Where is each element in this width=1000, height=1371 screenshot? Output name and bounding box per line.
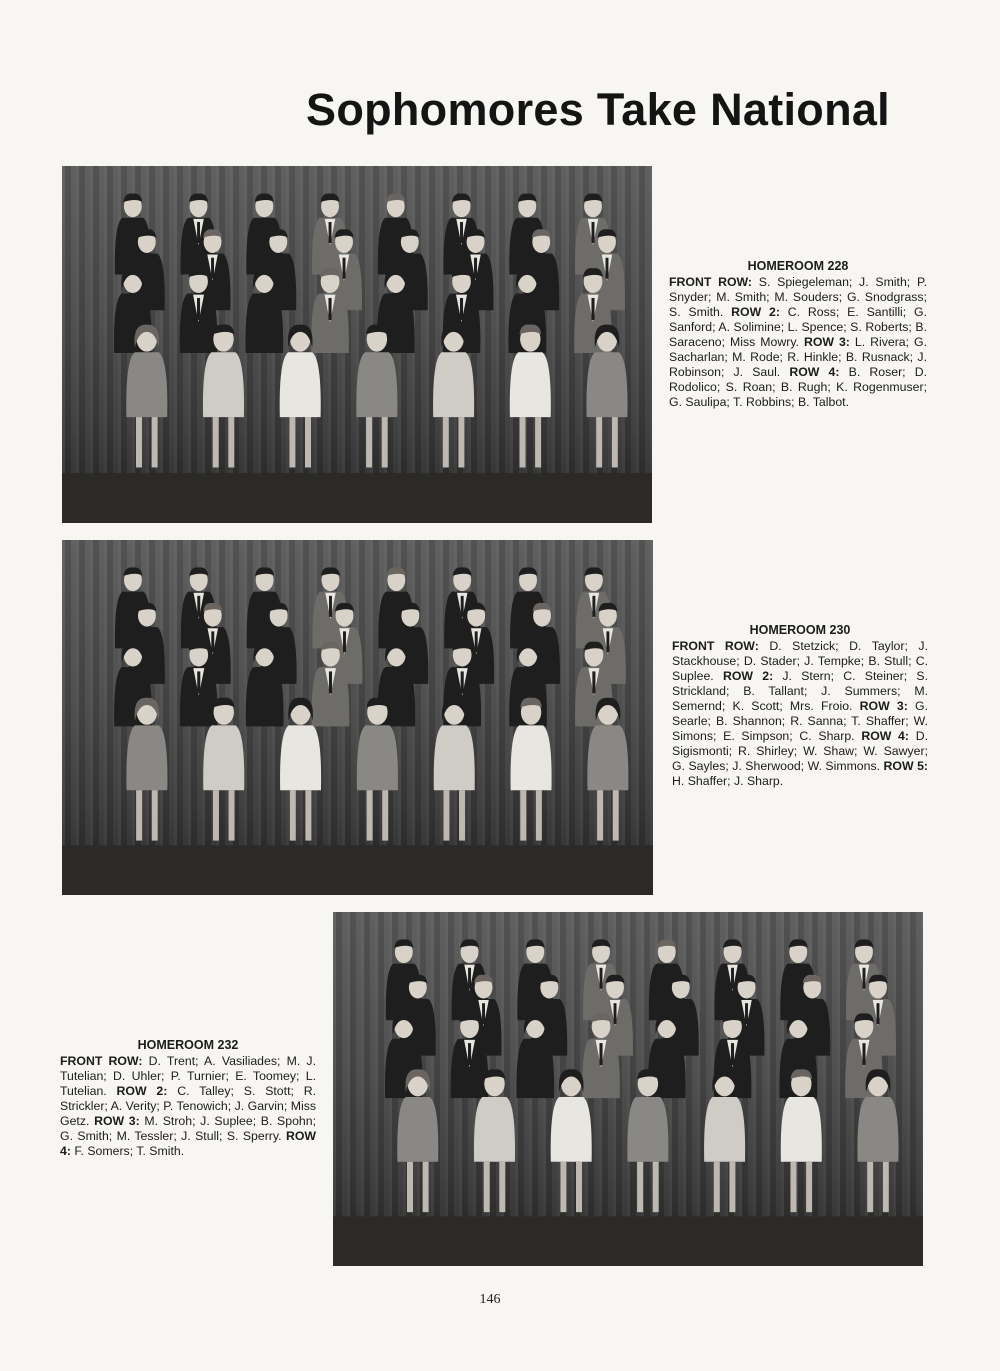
homeroom-230-class-photo bbox=[62, 540, 653, 895]
homeroom-230-heading: HOMEROOM 230 bbox=[749, 623, 851, 637]
homeroom-228-class-photo bbox=[62, 166, 652, 523]
stage-floor bbox=[333, 1216, 923, 1266]
homeroom-228-heading: HOMEROOM 228 bbox=[747, 259, 849, 273]
homeroom-230-caption bbox=[672, 623, 928, 789]
homeroom-230-roster: FRONT ROW: D. Stetzick; D. Taylor; J. Stackhouse; D. Stader; J. Tempke; B. Stull; C. Suplee. ROW 2: J. Stern; C. Steiner; S. Strickland; B. Tallant; J. Summers; M. Semernd; K. Scott; Mrs. Froio. ROW 3: G. Searle; B. Shannon; R. Sanna; T. Shaffer; W. Simons; E. Simpson; C. Sharp. ROW 4: D. Sigismonti; R. Shirley; W. Shaw; W. Sawyer; G. Sayles; J. Sherwood; W. Simmons. ROW 5: H. Shaffer; J. Sharp. bbox=[672, 639, 929, 788]
homeroom-232-caption bbox=[60, 1038, 316, 1159]
group-photo-illustration bbox=[62, 166, 652, 523]
stage-floor bbox=[62, 473, 652, 523]
homeroom-232-roster: FRONT ROW: D. Trent; A. Vasiliades; M. J. Tutelian; D. Uhler; P. Turnier; E. Toomey; L. Tutelian. ROW 2: C. Talley; S. Stott; R. Strickler; A. Verity; P. Tenowich; J. Garvin; Miss Getz. ROW 3: M. Stroh; J. Suplee; B. Spohn; G. Smith; M. Tessler; J. Stull; S. Sperry. ROW 4: F. Somers; T. Smith. bbox=[60, 1054, 317, 1158]
homeroom-232-class-photo bbox=[333, 912, 923, 1266]
group-photo-illustration bbox=[62, 540, 653, 895]
stage-floor bbox=[62, 845, 653, 895]
homeroom-232-heading: HOMEROOM 232 bbox=[137, 1038, 239, 1052]
group-photo-illustration bbox=[333, 912, 923, 1266]
homeroom-228-roster: FRONT ROW: S. Spiegeleman; J. Smith; P. Snyder; M. Smith; M. Souders; G. Snodgrass; S. Smith. ROW 2: C. Ross; E. Santilli; G. Sanford; A. Solimine; L. Spence; S. Roberts; B. Saraceno; Miss Mowry. ROW 3: L. Rivera; G. Sacharlan; M. Rode; R. Hinkle; B. Rusnack; J. Robinson; J. Saul. ROW 4: B. Roser; D. Rodolico; S. Roan; B. Rugh; K. Rogenmuser; G. Saulipa; T. Robbins; B. Talbot. bbox=[669, 275, 928, 409]
page-title: Sophomores Take National bbox=[306, 84, 890, 135]
homeroom-228-caption bbox=[669, 259, 927, 410]
page-number: 146 bbox=[479, 1292, 501, 1307]
